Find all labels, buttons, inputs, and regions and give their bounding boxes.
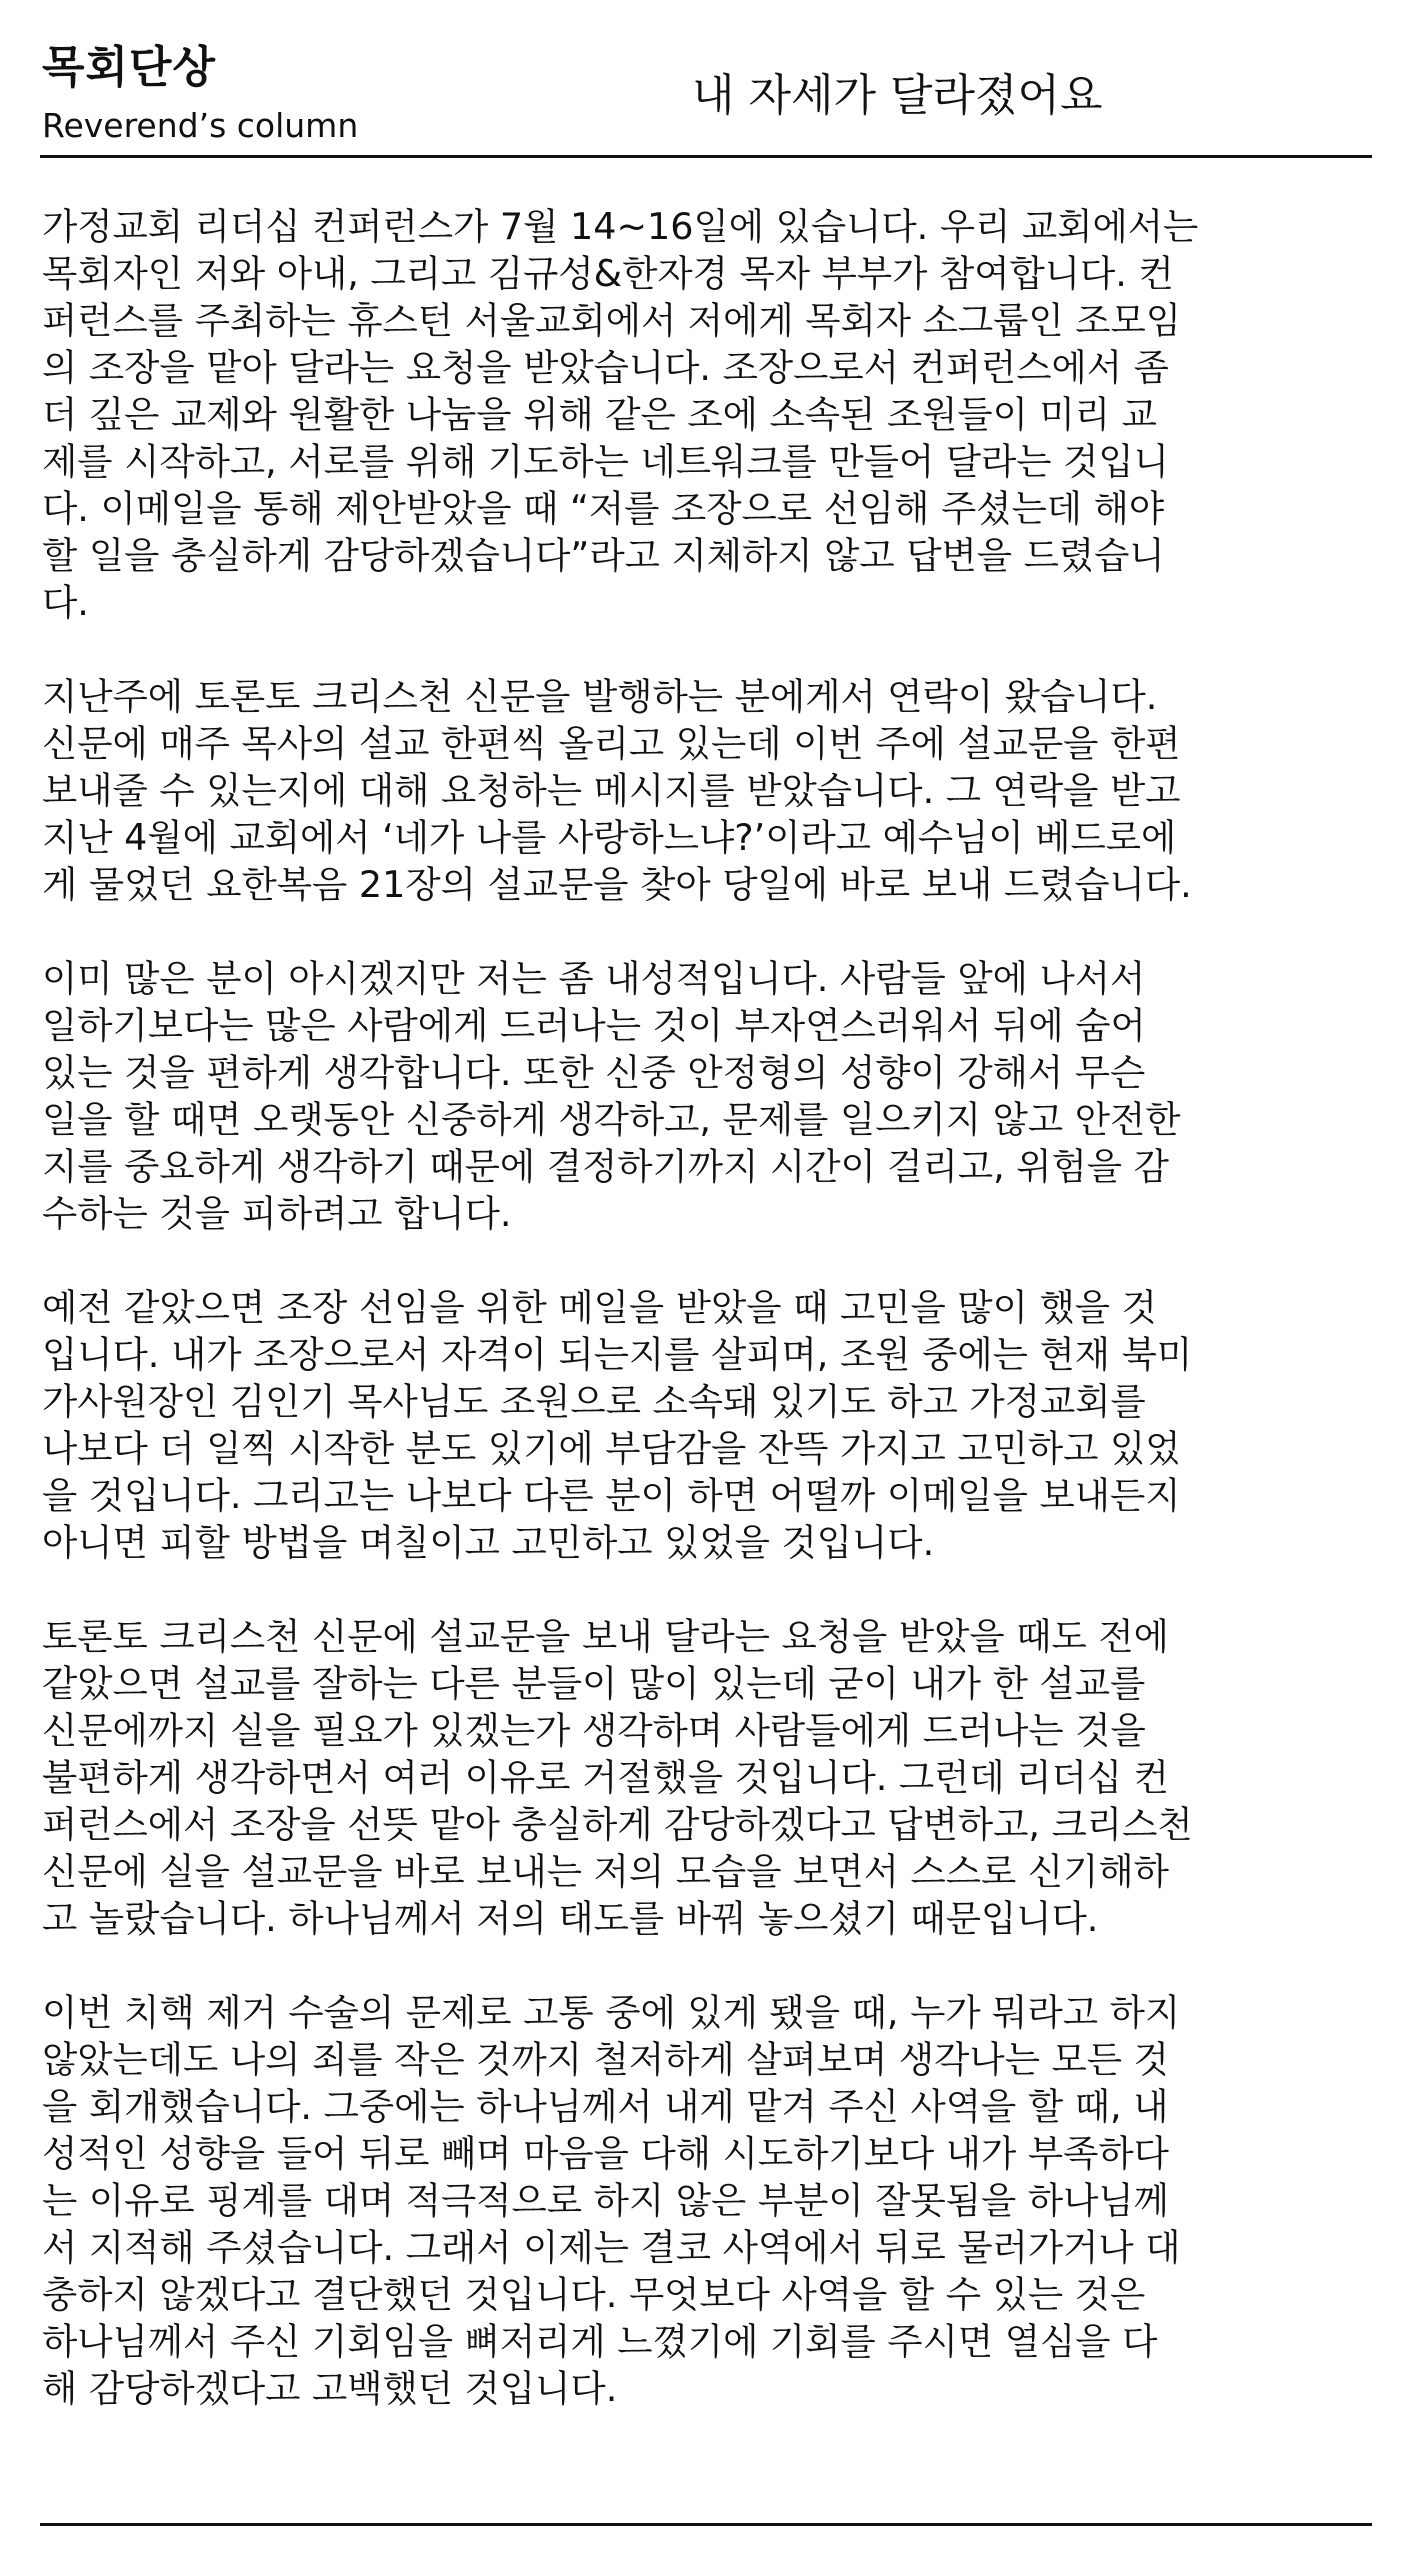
column-title: 목회단상	[42, 42, 217, 93]
article-paragraph	[42, 1284, 1370, 1566]
paragraph-line: 지난주에 토론토 크리스천 신문을 발행하는 분에게서 연락이 왔습니다.	[42, 675, 1158, 718]
header-divider	[40, 155, 1372, 158]
paragraph-line: 의 조장을 맡아 달라는 요청을 받았습니다. 조장으로서 컨퍼런스에서 좀	[42, 346, 1169, 389]
paragraph-line: 제를 시작하고, 서로를 위해 기도하는 네트워크를 만들어 달라는 것입니	[42, 440, 1169, 483]
paragraph-line: 충하지 않겠다고 결단했던 것입니다. 무엇보다 사역을 할 수 있는 것은	[42, 2273, 1146, 2316]
paragraph-line: 같았으면 설교를 잘하는 다른 분들이 많이 있는데 굳이 내가 한 설교를	[42, 1662, 1146, 1705]
paragraph-line: 입니다. 내가 조장으로서 자격이 되는지를 살피며, 조원 중에는 현재 북미	[42, 1333, 1193, 1376]
paragraph-line: 퍼런스를 주최하는 휴스턴 서울교회에서 저에게 목회자 소그룹인 조모임	[42, 299, 1181, 342]
paragraph-line: 퍼런스에서 조장을 선뜻 맡아 충실하게 감당하겠다고 답변하고, 크리스천	[42, 1803, 1193, 1846]
paragraph-line: 더 깊은 교제와 원활한 나눔을 위해 같은 조에 소속된 조원들이 미리 교	[42, 393, 1157, 436]
paragraph-line: 신문에 실을 설교문을 바로 보내는 저의 모습을 보면서 스스로 신기해하	[42, 1850, 1169, 1893]
paragraph-line: 할 일을 충실하게 감당하겠습니다”라고 지체하지 않고 답변을 드렸습니	[42, 534, 1165, 577]
column-subtitle: Reverend’s column	[42, 106, 359, 145]
paragraph-line: 목회자인 저와 아내, 그리고 김규성&한자경 목자 부부가 참여합니다. 컨	[42, 252, 1174, 295]
paragraph-line: 다. 이메일을 통해 제안받았을 때 “저를 조장으로 선임해 주셨는데 해야	[42, 487, 1165, 530]
paragraph-line: 보내줄 수 있는지에 대해 요청하는 메시지를 받았습니다. 그 연락을 받고	[42, 769, 1181, 812]
paragraph-line: 토론토 크리스천 신문에 설교문을 보내 달라는 요청을 받았을 때도 전에	[42, 1615, 1169, 1658]
paragraph-line: 해 감당하겠다고 고백했던 것입니다.	[42, 2367, 618, 2410]
paragraph-line: 서 지적해 주셨습니다. 그래서 이제는 결코 사역에서 뒤로 물러가거나 대	[42, 2226, 1181, 2269]
paragraph-line: 이미 많은 분이 아시겠지만 저는 좀 내성적입니다. 사람들 앞에 나서서	[42, 957, 1146, 1000]
paragraph-line: 다.	[42, 581, 89, 624]
article-body	[42, 203, 1370, 2459]
paragraph-line: 않았는데도 나의 죄를 작은 것까지 철저하게 살펴보며 생각나는 모든 것	[42, 2038, 1169, 2081]
paragraph-line: 가사원장인 김인기 목사님도 조원으로 소속돼 있기도 하고 가정교회를	[42, 1380, 1146, 1423]
paragraph-line: 가정교회 리더십 컨퍼런스가 7월 14~16일에 있습니다. 우리 교회에서는	[42, 205, 1199, 248]
paragraph-line: 있는 것을 편하게 생각합니다. 또한 신중 안정형의 성향이 강해서 무슨	[42, 1051, 1146, 1094]
paragraph-line: 을 것입니다. 그리고는 나보다 다른 분이 하면 어떨까 이메일을 보내든지	[42, 1474, 1181, 1517]
article-paragraph	[42, 955, 1370, 1237]
paragraph-line: 불편하게 생각하면서 여러 이유로 거절했을 것입니다. 그런데 리더십 컨	[42, 1756, 1169, 1799]
paragraph-line: 지를 중요하게 생각하기 때문에 결정하기까지 시간이 걸리고, 위험을 감	[42, 1145, 1169, 1188]
paragraph-line: 는 이유로 핑계를 대며 적극적으로 하지 않은 부분이 잘못됨을 하나님께	[42, 2179, 1169, 2222]
paragraph-line: 을 회개했습니다. 그중에는 하나님께서 내게 맡겨 주신 사역을 할 때, 내	[42, 2085, 1169, 2128]
paragraph-line: 신문에까지 실을 필요가 있겠는가 생각하며 사람들에게 드러나는 것을	[42, 1709, 1146, 1752]
paragraph-line: 일하기보다는 많은 사람에게 드러나는 것이 부자연스러워서 뒤에 숨어	[42, 1004, 1146, 1047]
paragraph-line: 성적인 성향을 들어 뒤로 빼며 마음을 다해 시도하기보다 내가 부족하다	[42, 2132, 1169, 2175]
paragraph-line: 수하는 것을 피하려고 합니다.	[42, 1192, 512, 1235]
paragraph-line: 지난 4월에 교회에서 ‘네가 나를 사랑하느냐?’이라고 예수님이 베드로에	[42, 816, 1177, 859]
paragraph-line: 고 놀랐습니다. 하나님께서 저의 태도를 바꿔 놓으셨기 때문입니다.	[42, 1897, 1099, 1940]
footer-divider	[40, 2523, 1372, 2526]
paragraph-line: 예전 같았으면 조장 선임을 위한 메일을 받았을 때 고민을 많이 했을 것	[42, 1286, 1157, 1329]
article-paragraph	[42, 203, 1370, 626]
paragraph-line: 게 물었던 요한복음 21장의 설교문을 찾아 당일에 바로 보내 드렸습니다.	[42, 863, 1192, 906]
paragraph-line: 아니면 피할 방법을 며칠이고 고민하고 있었을 것입니다.	[42, 1521, 935, 1564]
article-headline: 내 자세가 달라졌어요	[692, 70, 1103, 121]
paragraph-line: 하나님께서 주신 기회임을 뼈저리게 느꼈기에 기회를 주시면 열심을 다	[42, 2320, 1158, 2363]
column-header	[42, 40, 1370, 158]
paragraph-line: 일을 할 때면 오랫동안 신중하게 생각하고, 문제를 일으키지 않고 안전한	[42, 1098, 1181, 1141]
paragraph-line: 나보다 더 일찍 시작한 분도 있기에 부담감을 잔뜩 가지고 고민하고 있었	[42, 1427, 1181, 1470]
article-paragraph	[42, 1989, 1370, 2412]
paragraph-line: 신문에 매주 목사의 설교 한편씩 올리고 있는데 이번 주에 설교문을 한편	[42, 722, 1181, 765]
article-paragraph	[42, 673, 1370, 908]
article-paragraph	[42, 1613, 1370, 1942]
paragraph-line: 이번 치핵 제거 수술의 문제로 고통 중에 있게 됐을 때, 누가 뭐라고 하지	[42, 1991, 1181, 2034]
